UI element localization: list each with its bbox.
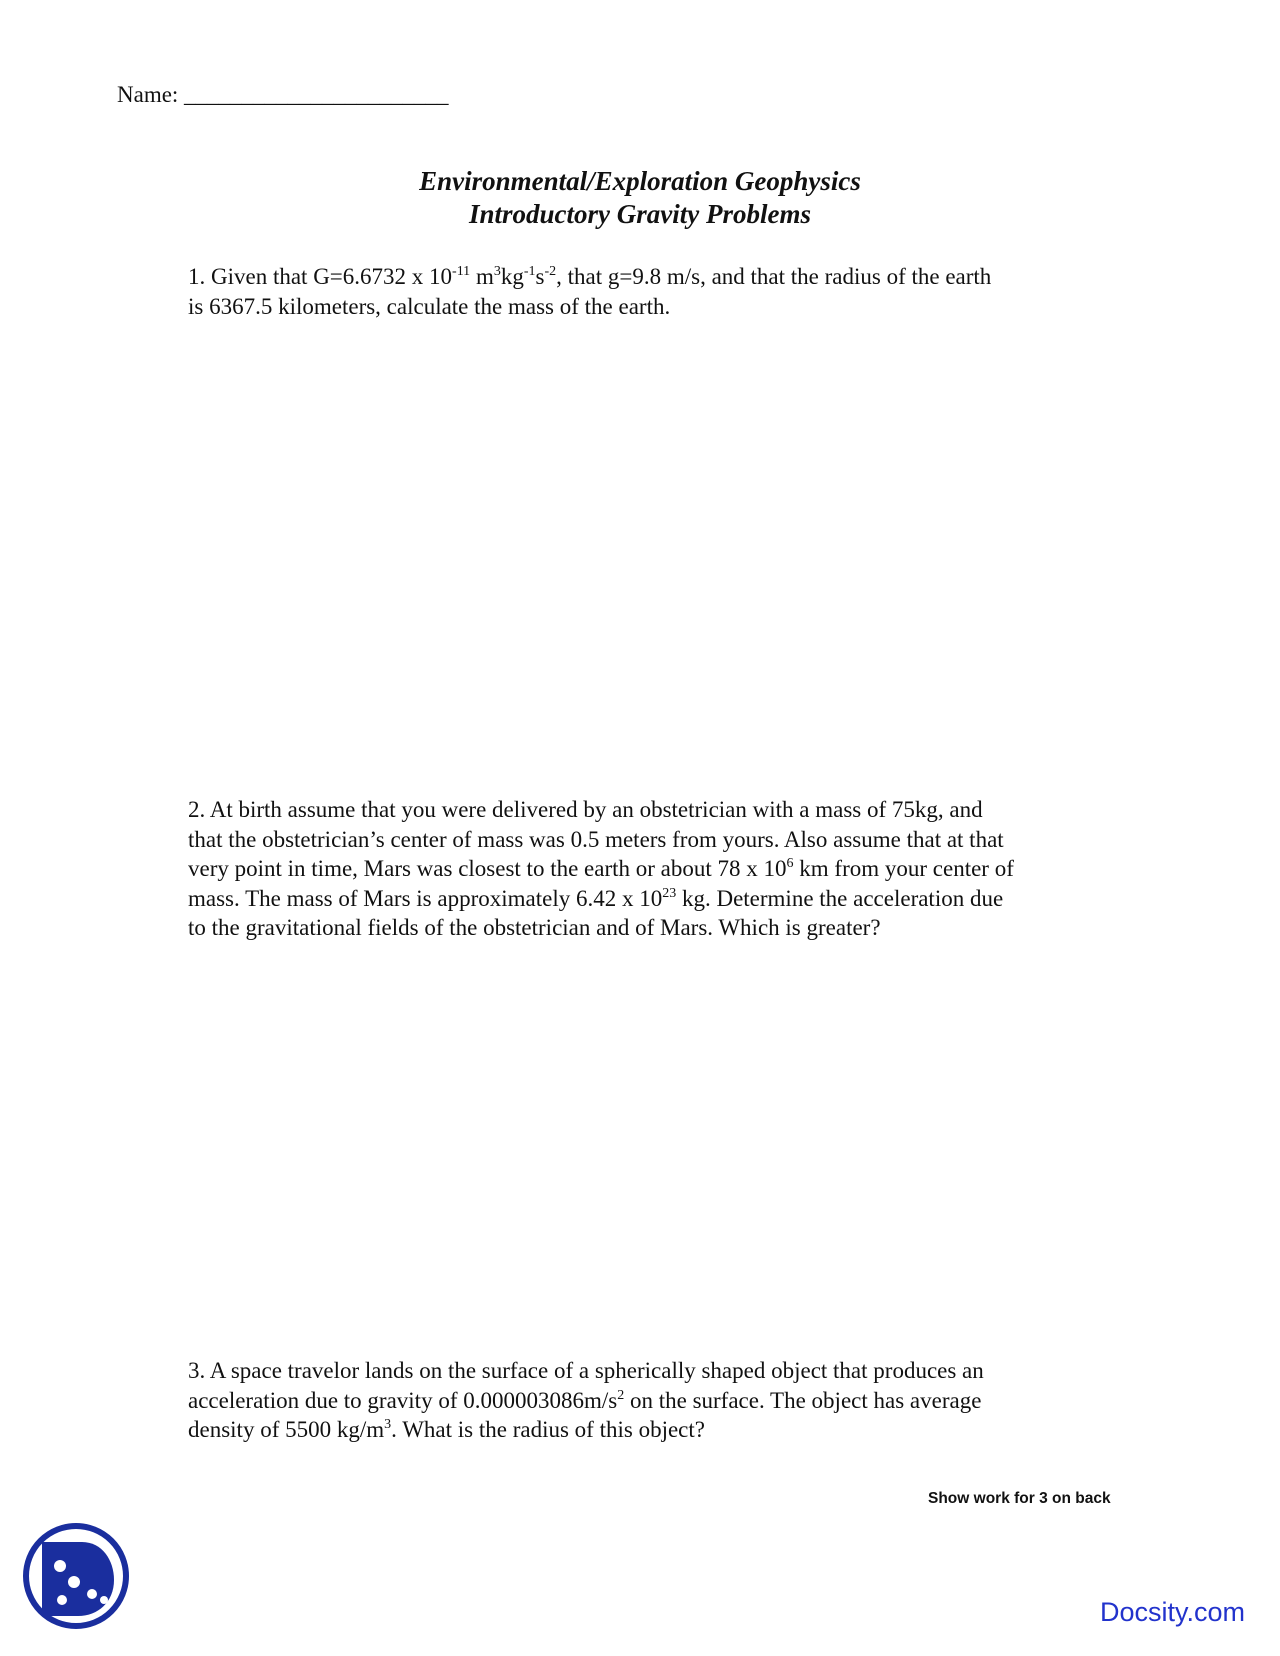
text-run: very point in time, Mars was closest to the earth or about 78 x 10 bbox=[188, 856, 787, 881]
text-run: , that g=9.8 m/s, and that the radius of the earth bbox=[556, 264, 992, 289]
superscript: -11 bbox=[452, 264, 471, 279]
document-subtitle: Introductory Gravity Problems bbox=[469, 199, 811, 229]
problem-2-line-4 bbox=[188, 884, 1108, 914]
superscript: -2 bbox=[544, 264, 557, 279]
text-run: on the surface. The object has average bbox=[624, 1387, 982, 1413]
text-run: density of 5500 kg/m bbox=[188, 1417, 385, 1442]
problem-2-line-2: that the obstetrician’s center of mass was 0.5 meters from yours. Also assume that at that bbox=[188, 826, 1004, 852]
problem-1-line-1 bbox=[188, 262, 1108, 292]
problem-3-line-1: 3. A space travelor lands on the surface of a spherically shaped object that produces an bbox=[188, 1358, 984, 1383]
problem-1 bbox=[188, 262, 1108, 321]
text-run: kg bbox=[500, 264, 524, 289]
problem-3-line-3 bbox=[188, 1415, 1108, 1445]
problem-3-line-2 bbox=[188, 1386, 1108, 1416]
problem-2-line-3 bbox=[188, 854, 1108, 884]
text-run: 1. Given that G=6.6732 x 10 bbox=[188, 264, 453, 289]
docsity-brand-link[interactable]: Docsity.com bbox=[1100, 1597, 1246, 1627]
problem-3 bbox=[188, 1356, 1108, 1445]
problem-1-line-2: is 6367.5 kilometers, calculate the mass of the earth. bbox=[188, 293, 671, 319]
superscript: 6 bbox=[786, 856, 794, 871]
superscript: -1 bbox=[523, 264, 536, 279]
superscript: 23 bbox=[662, 885, 677, 901]
text-run: . What is the radius of this object? bbox=[391, 1417, 705, 1442]
superscript: 3 bbox=[384, 1417, 392, 1432]
docsity-logo-icon bbox=[20, 1520, 132, 1632]
text-run: acceleration due to gravity of 0.000003086m/s bbox=[188, 1387, 618, 1413]
text-run: m bbox=[470, 264, 494, 289]
text-run: mass. The mass of Mars is approximately 6.42 x 10 bbox=[188, 885, 663, 911]
superscript: 2 bbox=[617, 1387, 625, 1403]
text-run: s bbox=[535, 264, 545, 289]
superscript: 3 bbox=[493, 264, 501, 279]
name-field-label: Name: _______________________ bbox=[117, 82, 449, 107]
show-work-note: Show work for 3 on back bbox=[928, 1490, 1111, 1507]
document-title: Environmental/Exploration Geophysics bbox=[419, 166, 861, 196]
problem-2-line-1: 2. At birth assume that you were delivered by an obstetrician with a mass of 75kg, and bbox=[188, 797, 983, 822]
problem-2-line-5: to the gravitational fields of the obstetrician and of Mars. Which is greater? bbox=[188, 915, 881, 940]
problem-2 bbox=[188, 795, 1108, 943]
text-run: kg. Determine the acceleration due bbox=[676, 885, 1004, 911]
text-run: km from your center of bbox=[793, 856, 1014, 881]
